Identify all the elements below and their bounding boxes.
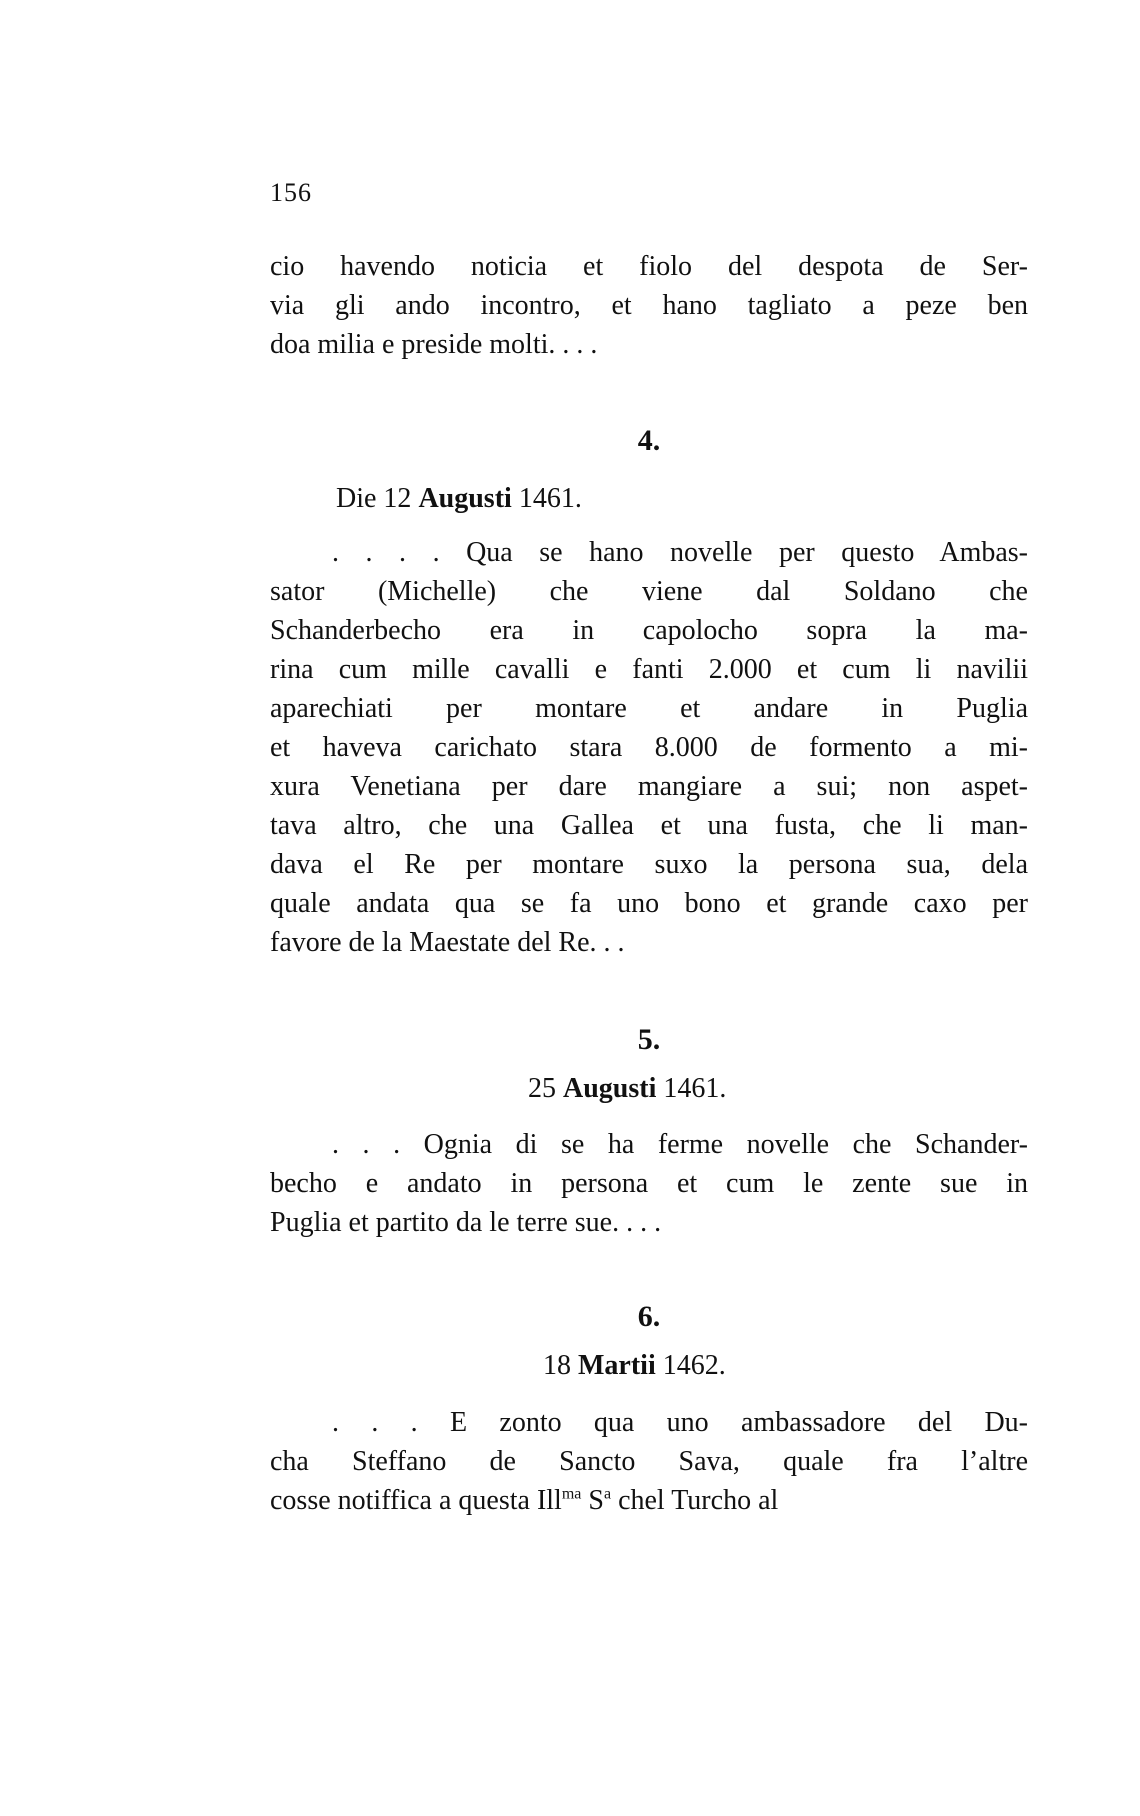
date-year: 1461. xyxy=(518,483,582,514)
text-fragment: chel Turcho al xyxy=(611,1485,779,1516)
text-line: quale andata qua se fa uno bono et grande caxo per xyxy=(270,888,1028,919)
section-4-paragraph xyxy=(270,533,1028,962)
date-year: 1462. xyxy=(662,1350,726,1381)
date-day: Die 12 xyxy=(336,483,412,514)
date-month: Martii xyxy=(578,1350,656,1381)
section-number-4: 4. xyxy=(637,424,661,457)
date-year: 1461. xyxy=(663,1073,727,1104)
text-line: . . . . Qua se hano novelle per questo Ambas- xyxy=(332,537,1028,568)
text-line: sator (Michelle) che viene dal Soldano che xyxy=(270,576,1028,607)
date-day: 25 xyxy=(528,1073,556,1104)
superscript: a xyxy=(603,1485,612,1503)
text-line: doa milia e preside molti. . . . xyxy=(270,329,598,360)
text-line: xura Venetiana per dare mangiare a sui; non aspet- xyxy=(270,771,1028,802)
section-number-5: 5. xyxy=(637,1023,661,1056)
text-line: becho e andato in persona et cum le zente sue in xyxy=(270,1168,1028,1199)
text-line: . . . Ognia di se ha ferme novelle che Schander- xyxy=(332,1129,1028,1160)
date-day: 18 xyxy=(543,1350,571,1381)
date-month: Augusti xyxy=(418,483,512,514)
text-line: via gli ando incontro, et hano tagliato a peze ben xyxy=(270,290,1028,321)
page-number: 156 xyxy=(270,178,312,207)
section-6-paragraph xyxy=(270,1403,1028,1520)
text-line: cio havendo noticia et fiolo del despota de Ser- xyxy=(270,251,1028,282)
section-5-paragraph xyxy=(270,1125,1028,1242)
section-date-6 xyxy=(543,1350,726,1382)
text-line: dava el Re per montare suxo la persona sua, dela xyxy=(270,849,1028,880)
superscript: ma xyxy=(561,1485,582,1503)
section-date-5 xyxy=(528,1073,726,1105)
section-date-4 xyxy=(336,483,582,515)
text-fragment: S xyxy=(581,1485,604,1516)
section-number-6: 6. xyxy=(637,1300,661,1333)
text-fragment: cosse notiffica a questa Ill xyxy=(270,1485,562,1516)
intro-paragraph xyxy=(270,247,1028,364)
text-line: aparechiati per montare et andare in Puglia xyxy=(270,693,1028,724)
text-line: Puglia et partito da le terre sue. . . . xyxy=(270,1207,662,1238)
text-line: cha Steffano de Sancto Sava, quale fra l’altre xyxy=(270,1446,1028,1477)
text-line: rina cum mille cavalli e fanti 2.000 et cum li navilii xyxy=(270,654,1028,685)
text-line: tava altro, che una Gallea et una fusta, che li man- xyxy=(270,810,1028,841)
text-line: favore de la Maestate del Re. . . xyxy=(270,927,625,958)
text-line xyxy=(270,1481,1028,1520)
text-line: . . . E zonto qua uno ambassadore del Du- xyxy=(332,1407,1028,1438)
text-line: Schanderbecho era in capolocho sopra la ma- xyxy=(270,615,1028,646)
text-line: et haveva carichato stara 8.000 de formento a mi- xyxy=(270,732,1028,763)
date-month: Augusti xyxy=(563,1073,657,1104)
